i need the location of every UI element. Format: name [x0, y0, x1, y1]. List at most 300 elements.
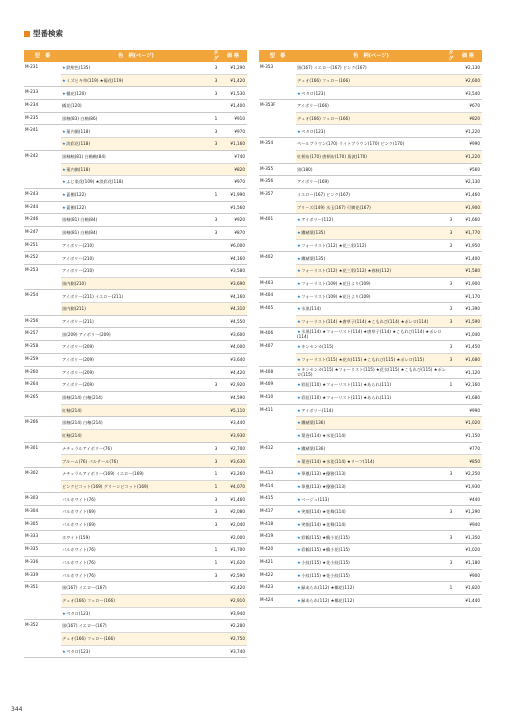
product-group: [259, 493, 482, 506]
price-cell: ¥1,390: [465, 306, 480, 312]
product-rows: [296, 290, 482, 302]
color-pattern-cell: [296, 154, 446, 159]
color-pattern-text: ナチュラルアイボリー(76): [62, 445, 112, 451]
product-group: [24, 557, 247, 570]
product-rows: [61, 240, 247, 252]
color-pattern-cell: [61, 459, 211, 464]
color-pattern-text: アイボリー(210): [62, 268, 94, 274]
table-row: [61, 302, 247, 315]
product-rows: [296, 405, 482, 442]
star-icon: ★: [297, 509, 301, 515]
table-row: [61, 214, 247, 226]
product-rows: [61, 202, 247, 214]
product-group: [24, 316, 247, 329]
star-icon: ★: [297, 280, 301, 286]
color-pattern-text: フォーリスト(109) ★花日より(109): [301, 293, 371, 299]
header-price: 価 格: [461, 52, 475, 59]
price-cell: ¥990: [469, 407, 480, 413]
color-pattern-text: 躍緒葉(135): [301, 255, 326, 261]
star-icon: ★: [297, 395, 301, 401]
price-cell: ¥770: [469, 445, 480, 451]
product-group: [24, 367, 247, 380]
product-group: [24, 202, 247, 215]
color-pattern-text: フォーリスト(112) ★花三彩(112) ★春秋(112): [301, 268, 391, 274]
color-pattern-cell: [296, 408, 446, 413]
star-icon: ★: [297, 407, 301, 413]
table-row: [61, 379, 247, 391]
star-icon: ★: [62, 610, 66, 616]
price-cell: ¥1,820: [465, 585, 480, 591]
product-rows: [61, 214, 247, 226]
price-cell: ¥3,600: [230, 331, 245, 337]
price-cell: ¥2,920: [230, 382, 245, 388]
color-pattern-cell: [61, 281, 211, 286]
color-pattern-cell: [61, 217, 211, 222]
color-pattern-text: 黒釉釉(81) 白釉釉(84): [62, 154, 106, 160]
product-group: [24, 87, 247, 100]
color-pattern-cell: [296, 329, 446, 340]
color-pattern-cell: [296, 420, 446, 425]
product-rows: [61, 417, 247, 441]
color-pattern-text: ベージュ(113): [301, 496, 330, 502]
table-row: [296, 367, 482, 379]
color-pattern-text: 黒釉(214) 白釉(214): [62, 420, 103, 426]
color-pattern-cell: [296, 344, 446, 349]
color-pattern-cell: [296, 179, 446, 184]
table-row: [296, 416, 482, 429]
color-pattern-text: 笑顔(114) ★花舞(114): [301, 509, 346, 515]
star-icon: ★: [297, 585, 301, 591]
table-row: [296, 468, 482, 480]
product-code: M-409: [260, 381, 274, 387]
price-cell: ¥1,160: [230, 141, 245, 147]
tag-cell: 3: [214, 230, 218, 236]
color-pattern-cell: [61, 649, 211, 654]
tag-cell: 1: [449, 585, 453, 591]
price-cell: ¥2,080: [230, 509, 245, 515]
price-cell: ¥990: [469, 141, 480, 147]
table-row: [296, 315, 482, 328]
color-pattern-text: パルホワイト(69): [62, 521, 96, 527]
table-row: [296, 214, 482, 226]
color-pattern-cell: [61, 129, 211, 134]
color-pattern-text: キンセンカ(115) ★フォーリスト(115) ★花衣(115) ★こもれび(115) ★ポレロ(115): [297, 367, 446, 378]
table-row: [61, 290, 247, 302]
table-row: [61, 392, 247, 404]
tag-cell: 3: [214, 382, 218, 388]
product-rows: [61, 87, 247, 99]
color-pattern-cell: [61, 433, 211, 438]
color-pattern-text: ペタロ(123): [301, 90, 326, 96]
star-icon: ★: [297, 255, 301, 261]
product-rows: [61, 100, 247, 112]
price-cell: ¥970: [234, 128, 245, 134]
tag-cell: 3: [449, 242, 453, 248]
color-pattern-cell: [61, 395, 211, 400]
product-code: M-353: [260, 64, 274, 69]
price-cell: ¥1,700: [230, 547, 245, 553]
price-cell: ¥1,170: [465, 293, 480, 299]
product-code: M-234: [25, 102, 39, 108]
table-row: [296, 239, 482, 252]
color-pattern-cell: [61, 357, 211, 362]
color-pattern-cell: [61, 268, 211, 273]
product-code: M-413: [260, 470, 274, 475]
color-pattern-text: パルホワイト(69): [62, 509, 96, 515]
price-cell: ¥1,400: [230, 103, 245, 109]
price-cell: ¥1,420: [230, 77, 245, 83]
color-pattern-cell: [296, 573, 446, 578]
product-code: M-402: [260, 254, 274, 260]
table-row: [296, 264, 482, 277]
product-rows: [296, 328, 482, 340]
color-pattern-cell: [296, 484, 446, 489]
price-cell: ¥560: [469, 166, 480, 172]
tag-cell: 3: [214, 90, 218, 96]
product-group: [259, 379, 482, 392]
color-pattern-cell: [296, 585, 446, 590]
star-icon: ★: [62, 648, 66, 654]
color-pattern-cell: [61, 103, 211, 108]
color-pattern-cell: [61, 471, 211, 476]
product-rows: [61, 620, 247, 657]
color-pattern-cell: [296, 535, 446, 540]
table-row: [296, 100, 482, 112]
product-code: M-253: [25, 267, 39, 272]
price-cell: ¥2,130: [465, 65, 480, 71]
product-rows: [61, 341, 247, 353]
table-row: [61, 557, 247, 569]
star-icon: ★: [62, 179, 66, 185]
table-row: [61, 443, 247, 455]
product-group: [259, 481, 482, 494]
table-row: [296, 570, 482, 582]
color-pattern-cell: [61, 116, 211, 121]
product-group: [259, 303, 482, 328]
color-pattern-cell: [61, 306, 211, 311]
star-icon: ★: [62, 192, 66, 198]
color-pattern-text: 蓮内側(118): [66, 166, 91, 172]
color-pattern-cell: [296, 471, 446, 476]
product-code: M-403: [260, 279, 274, 285]
color-pattern-text: 黒内側(210): [62, 280, 86, 286]
product-group: [259, 595, 482, 608]
product-rows: [61, 354, 247, 366]
tag-cell: 1: [214, 192, 218, 198]
color-pattern-cell: [61, 319, 211, 324]
price-cell: ¥4,000: [230, 344, 245, 350]
price-cell: ¥2,420: [230, 585, 245, 591]
product-rows: [61, 189, 247, 201]
right-table-body: [259, 62, 482, 608]
price-cell: ¥1,150: [465, 433, 480, 439]
product-code: M-333: [25, 533, 39, 539]
product-group: [24, 100, 247, 113]
price-cell: ¥1,460: [230, 496, 245, 502]
product-group: [259, 506, 482, 519]
color-pattern-cell: [296, 268, 446, 273]
color-pattern-cell: [61, 509, 211, 514]
product-rows: [61, 367, 247, 379]
table-row: [296, 201, 482, 214]
color-pattern-cell: [61, 585, 211, 590]
product-group: [259, 100, 482, 138]
product-code: M-404: [260, 292, 274, 298]
price-cell: ¥1,040: [465, 331, 480, 337]
color-pattern-text: アイボリー(112): [301, 217, 334, 223]
star-icon: ★: [62, 166, 66, 172]
tag-cell: 3: [449, 306, 453, 312]
price-cell: ¥2,040: [230, 521, 245, 527]
table-row: [61, 137, 247, 150]
table-row: [61, 493, 247, 505]
color-pattern-cell: [61, 344, 211, 349]
color-pattern-text: ペタロ(123): [301, 128, 326, 134]
tag-cell: 3: [449, 280, 453, 286]
product-group: [259, 443, 482, 468]
color-pattern-text: 黒(167) イエロー(167): [62, 585, 107, 591]
price-cell: ¥3,540: [465, 90, 480, 96]
product-code: M-355: [260, 165, 274, 171]
table-row: [296, 379, 482, 391]
color-pattern-cell: [296, 294, 446, 299]
tag-cell: 1: [214, 115, 218, 121]
product-rows: [296, 189, 482, 213]
star-icon: ★: [297, 433, 301, 439]
product-group: [24, 582, 247, 620]
color-pattern-cell: [61, 65, 211, 70]
color-pattern-cell: [296, 103, 446, 108]
table-row: [61, 240, 247, 252]
star-icon: ★: [297, 496, 301, 502]
product-group: [259, 468, 482, 481]
color-pattern-cell: [61, 179, 211, 184]
product-code: M-241: [25, 127, 39, 133]
product-group: [24, 151, 247, 189]
tag-cell: 1: [214, 483, 218, 489]
color-pattern-text: 小紋(115) ★花小紋(115): [301, 572, 350, 578]
color-pattern-cell: [296, 78, 446, 83]
table-row: [61, 468, 247, 480]
product-rows: [296, 544, 482, 556]
price-cell: ¥1,020: [465, 420, 480, 426]
price-cell: ¥3,440: [230, 420, 245, 426]
header-price: 価 格: [226, 52, 240, 59]
product-code: M-251: [25, 241, 39, 247]
color-pattern-text: アイボリー(166): [297, 103, 329, 109]
table-row: [296, 290, 482, 302]
product-group: [24, 493, 247, 506]
product-group: [24, 570, 247, 583]
table-row: [61, 531, 247, 543]
product-rows: [296, 164, 482, 176]
star-icon: ★: [297, 458, 301, 464]
color-pattern-cell: [296, 141, 446, 146]
color-pattern-cell: [296, 367, 446, 378]
price-cell: ¥1,220: [465, 128, 480, 134]
color-pattern-text: キンセンカ(115): [301, 344, 334, 350]
tag-cell: 3: [214, 445, 218, 451]
product-code: M-406: [260, 330, 274, 336]
table-row: [61, 277, 247, 290]
header-tag: タグ: [213, 49, 219, 62]
price-cell: ¥2,250: [465, 471, 480, 477]
price-cell: ¥1,290: [465, 509, 480, 515]
price-cell: ¥1,400: [465, 255, 480, 261]
product-code: M-354: [260, 140, 274, 146]
color-pattern-text: 紅釉(214): [62, 407, 82, 413]
product-group: [24, 62, 247, 87]
product-code: M-303: [25, 495, 39, 501]
price-cell: ¥1,660: [465, 217, 480, 223]
product-group: [259, 164, 482, 177]
price-cell: ¥1,020: [465, 547, 480, 553]
price-cell: ¥3,630: [230, 458, 245, 464]
product-rows: [296, 278, 482, 290]
table-row: [296, 353, 482, 366]
price-cell: ¥970: [234, 179, 245, 185]
table-row: [61, 367, 247, 379]
product-group: [24, 531, 247, 544]
color-pattern-text: ブルーム(76) パルテール(76): [62, 458, 118, 464]
color-pattern-text: 淡彩花(118): [66, 141, 91, 147]
product-code: M-264: [25, 381, 39, 387]
product-code: M-407: [260, 343, 274, 349]
table-row: [296, 278, 482, 290]
color-pattern-cell: [61, 243, 211, 248]
product-group: [24, 189, 247, 202]
color-pattern-cell: [296, 281, 446, 286]
price-cell: ¥4,550: [230, 318, 245, 324]
price-cell: ¥1,930: [465, 483, 480, 489]
table-row: [61, 544, 247, 556]
product-group: [259, 278, 482, 291]
tag-cell: 3: [214, 217, 218, 223]
price-cell: ¥3,690: [230, 280, 245, 286]
product-code: M-265: [25, 393, 39, 399]
color-pattern-cell: [61, 294, 211, 299]
product-rows: [296, 506, 482, 518]
product-group: [259, 328, 482, 341]
table-row: [296, 226, 482, 239]
price-cell: ¥2,280: [230, 623, 245, 629]
star-icon: ★: [297, 306, 301, 312]
table-row: [296, 124, 482, 137]
product-code: M-254: [25, 292, 39, 298]
color-pattern-cell: [61, 573, 211, 578]
color-pattern-cell: [296, 243, 446, 248]
product-rows: [296, 443, 482, 467]
tag-cell: 1: [214, 547, 218, 553]
product-rows: [61, 443, 247, 467]
price-cell: ¥1,680: [465, 357, 480, 363]
color-pattern-cell: [61, 192, 211, 197]
star-icon: ★: [62, 77, 66, 83]
color-pattern-text: アイボリー(209): [62, 344, 94, 350]
product-code: M-336: [25, 558, 39, 564]
price-cell: ¥1,180: [465, 560, 480, 566]
product-rows: [61, 468, 247, 492]
color-pattern-text: アイボリー(209): [62, 357, 94, 363]
product-rows: [296, 557, 482, 569]
price-cell: ¥870: [234, 230, 245, 236]
product-group: [24, 544, 247, 557]
table-row: [61, 519, 247, 531]
color-pattern-text: 鉄紺色(135): [66, 65, 91, 71]
color-pattern-text: ナチュラルアイボリー(169) イエロー(169): [62, 471, 144, 477]
table-row: [61, 354, 247, 366]
price-cell: ¥920: [234, 217, 245, 223]
price-cell: ¥1,900: [465, 204, 480, 210]
price-cell: ¥4,420: [230, 369, 245, 375]
color-pattern-text: 葉巻(114) ★水花(114) ★リーフ(114): [301, 458, 375, 464]
product-code: M-353F: [260, 102, 276, 108]
star-icon: ★: [297, 598, 301, 604]
star-icon: ★: [297, 293, 301, 299]
star-icon: ★: [297, 534, 301, 540]
price-cell: ¥820: [469, 115, 480, 121]
table-row: [61, 175, 247, 188]
product-code: M-257: [25, 330, 39, 336]
page-title: [24, 28, 63, 39]
left-table-body: [24, 62, 247, 658]
price-cell: ¥940: [469, 521, 480, 527]
color-pattern-text: 黒釉(81) 白釉(84): [62, 217, 98, 223]
product-group: [24, 417, 247, 442]
product-code: M-235: [25, 114, 39, 120]
price-cell: ¥1,950: [465, 242, 480, 248]
product-code: M-339: [25, 571, 39, 577]
product-code: M-243: [25, 190, 39, 196]
table-header: [259, 50, 482, 62]
product-code: M-302: [25, 470, 39, 475]
price-cell: ¥1,580: [465, 268, 480, 274]
table-row: [61, 454, 247, 467]
color-pattern-cell: [61, 560, 211, 565]
color-pattern-cell: [61, 154, 211, 159]
color-pattern-text: デュオ(166) フェロー(166): [62, 636, 115, 642]
price-cell: ¥850: [469, 458, 480, 464]
color-pattern-cell: [61, 497, 211, 502]
product-code: M-418: [260, 520, 274, 526]
product-group: [259, 138, 482, 163]
tag-cell: 3: [449, 357, 453, 363]
star-icon: ★: [62, 141, 66, 147]
table-row: [61, 113, 247, 125]
price-cell: ¥1,900: [465, 280, 480, 286]
table-row: [296, 252, 482, 264]
color-pattern-cell: [296, 433, 446, 438]
color-pattern-cell: [61, 332, 211, 337]
color-pattern-cell: [61, 230, 211, 235]
color-pattern-cell: [61, 484, 211, 489]
table-row: [61, 74, 247, 87]
price-cell: ¥1,450: [465, 344, 480, 350]
price-cell: ¥4,310: [230, 306, 245, 312]
product-group: [259, 582, 482, 595]
price-cell: ¥1,120: [465, 369, 480, 375]
price-cell: ¥6,000: [230, 242, 245, 248]
product-rows: [296, 582, 482, 594]
price-cell: ¥1,770: [465, 230, 480, 236]
color-pattern-text: フォーリスト(109) ★花日より(109): [301, 280, 371, 286]
price-cell: ¥3,580: [230, 268, 245, 274]
product-rows: [296, 481, 482, 493]
table-row: [296, 341, 482, 353]
product-group: [24, 328, 247, 341]
color-pattern-text: アイボリー(114): [301, 407, 334, 413]
product-rows: [61, 531, 247, 543]
